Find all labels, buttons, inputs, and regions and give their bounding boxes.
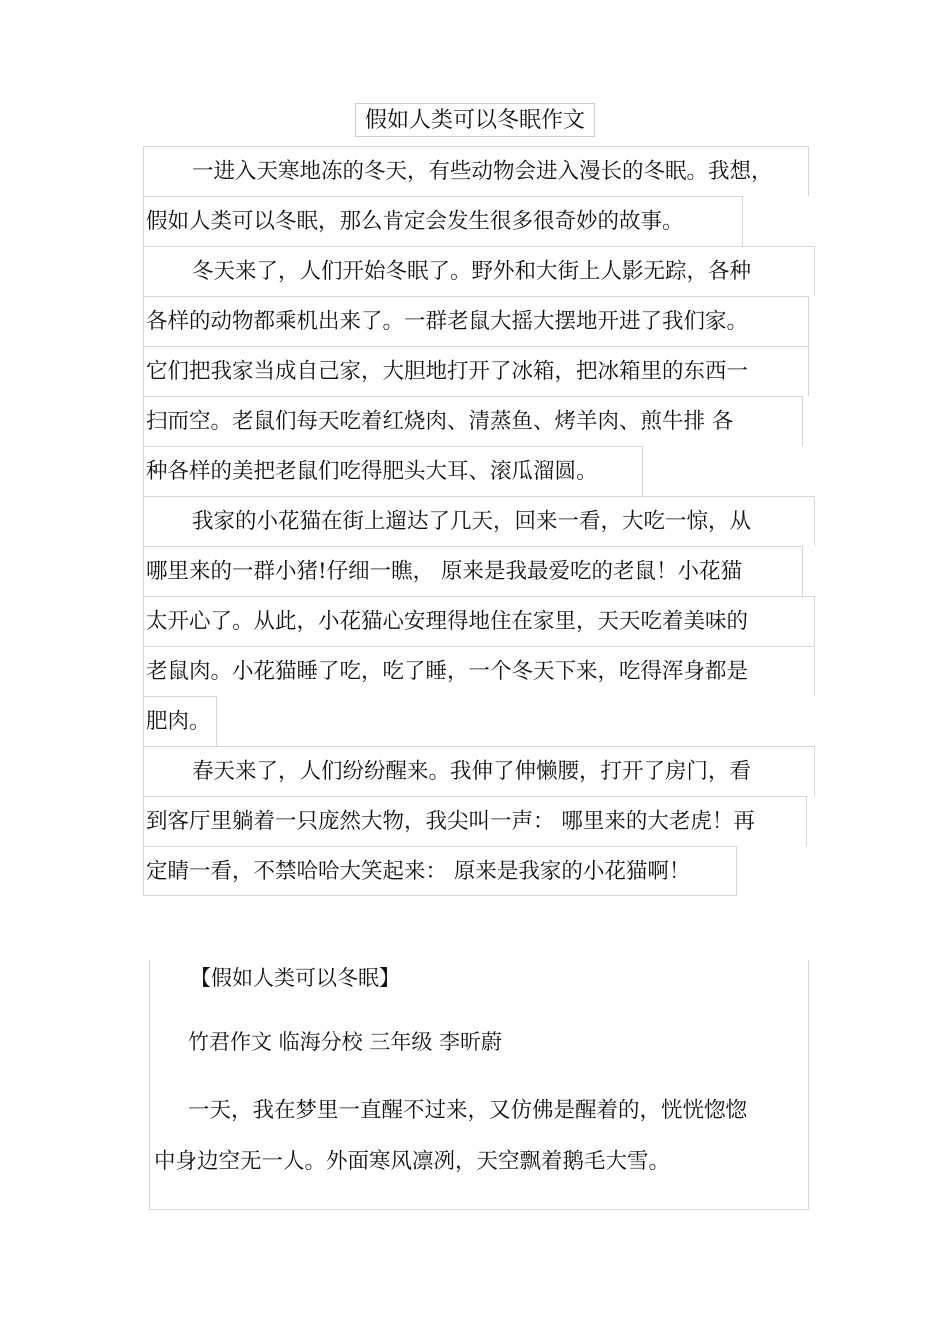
essay-line: 冬天来了，人们开始冬眠了。野外和大街上人影无踪，各种	[143, 246, 815, 296]
essay-line: 到客厅里躺着一只庞然大物，我尖叫一声： 哪里来的大老虎！再	[143, 796, 807, 846]
essay-line: 各样的动物都乘机出来了。一群老鼠大摇大摆地开进了我们家。	[143, 296, 809, 346]
essay-line: 定睛一看，不禁哈哈大笑起来： 原来是我家的小花猫啊！	[143, 846, 737, 896]
essay-line: 种各样的美把老鼠们吃得肥头大耳、滚瓜溜圆。	[143, 446, 643, 496]
essay-title: 假如人类可以冬眠作文	[355, 103, 595, 137]
second-essay-line: 一天，我在梦里一直醒不过来，又仿佛是醒着的，恍恍惚惚	[188, 1098, 748, 1123]
essay-line: 一进入天寒地冻的冬天，有些动物会进入漫长的冬眠。我想，	[143, 146, 809, 196]
essay-line: 假如人类可以冬眠，那么肯定会发生很多很奇妙的故事。	[143, 196, 743, 246]
second-essay-byline: 竹君作文 临海分校 三年级 李昕蔚	[188, 1030, 503, 1054]
essay-line: 我家的小花猫在街上遛达了几天，回来一看，大吃一惊，从	[143, 496, 815, 546]
essay-body	[143, 146, 815, 896]
second-essay-title: 【假如人类可以冬眠】	[190, 966, 400, 990]
essay-line: 它们把我家当成自己家，大胆地打开了冰箱，把冰箱里的东西一	[143, 346, 809, 396]
second-essay-line: 中身边空无一人。外面寒风凛冽，天空飘着鹅毛大雪。	[154, 1149, 671, 1174]
second-essay-section	[149, 960, 809, 1210]
essay-line: 哪里来的一群小猪!仔细一瞧， 原来是我最爱吃的老鼠！小花猫	[143, 546, 803, 596]
essay-line: 肥肉。	[143, 696, 217, 746]
essay-line: 春天来了，人们纷纷醒来。我伸了伸懒腰，打开了房门，看	[143, 746, 815, 796]
essay-line: 老鼠肉。小花猫睡了吃，吃了睡，一个冬天下来，吃得浑身都是	[143, 646, 815, 696]
essay-line: 太开心了。从此，小花猫心安理得地住在家里，天天吃着美味的	[143, 596, 815, 646]
essay-line: 扫而空。老鼠们每天吃着红烧肉、清蒸鱼、烤羊肉、煎牛排 各	[143, 396, 803, 446]
